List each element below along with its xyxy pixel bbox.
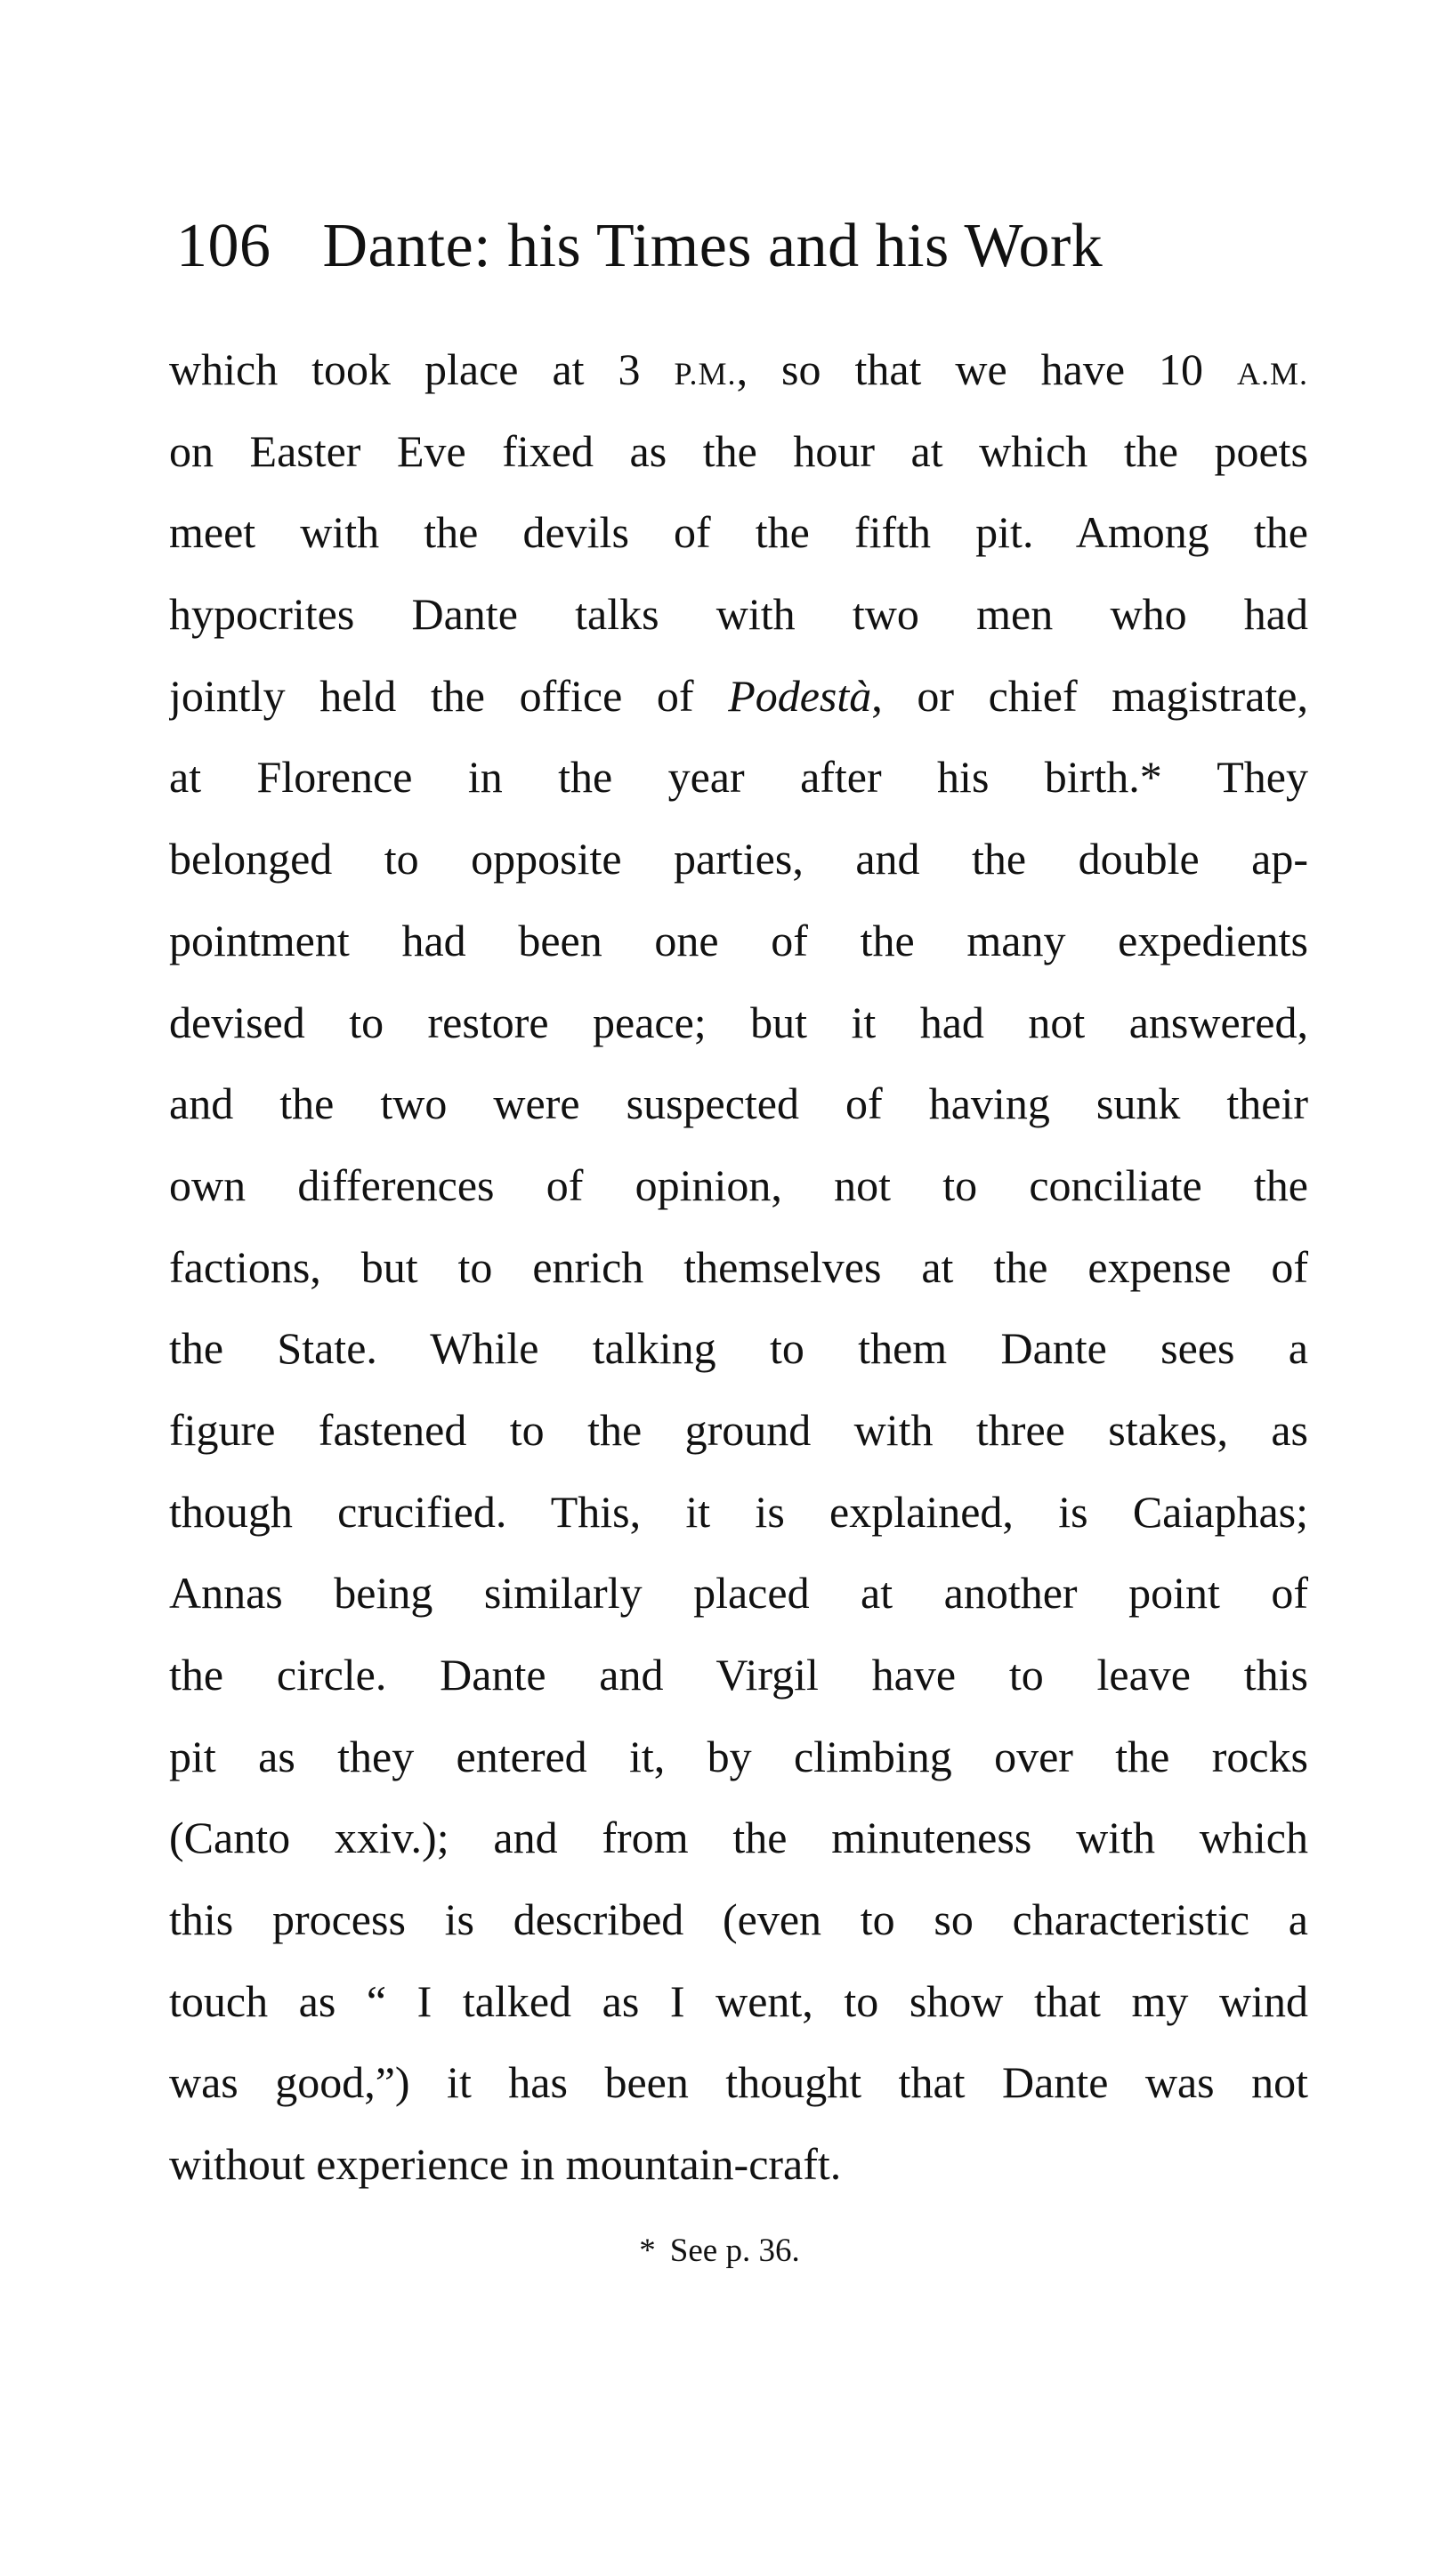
- text-line: (Canto xxiv.); and from the minuteness with which: [169, 1813, 1308, 1863]
- footnote-text: See p. 36.: [669, 2233, 800, 2269]
- text-line: was good,”) it has been thought that Dante was not: [169, 2057, 1308, 2108]
- text-line: at Florence in the year after his birth.* They: [169, 752, 1308, 803]
- footnote: [0, 2226, 1439, 2276]
- text-line: though crucified. This, it is explained, is Caiaphas;: [169, 1486, 1308, 1537]
- text-line: the State. While talking to them Dante sees a: [169, 1323, 1308, 1374]
- text-line: which took place at 3 P.M., so that we have 10 A.M.: [169, 344, 1308, 394]
- text-line: this process is described (even to so characteristic a: [169, 1894, 1308, 1945]
- small-caps-time: P.M.: [674, 356, 737, 392]
- text-line: and the two were suspected of having sunk their: [169, 1078, 1308, 1129]
- italic-term: Podestà: [728, 670, 872, 721]
- small-caps-time: A.M.: [1237, 356, 1308, 392]
- footnote-reference-mark: *: [1139, 752, 1162, 803]
- page-number: 106: [176, 212, 271, 280]
- text-line: pointment had been one of the many expedients: [169, 915, 1308, 965]
- text-line: pit as they entered it, by climbing over the rocks: [169, 1731, 1308, 1781]
- text-line: jointly held the office of Podestà, or chief magistrate,: [169, 670, 1308, 721]
- text-line: figure fastened to the ground with three stakes, as: [169, 1404, 1308, 1455]
- text-line: own differences of opinion, not to conciliate the: [169, 1159, 1308, 1210]
- text-line: Annas being similarly placed at another point of: [169, 1568, 1308, 1619]
- text-line: factions, but to enrich themselves at the expense of: [169, 1241, 1308, 1292]
- body-text: [169, 329, 1308, 2206]
- text-line: the circle. Dante and Virgil have to leave this: [169, 1650, 1308, 1700]
- running-head: [176, 206, 1298, 287]
- text-line: devised to restore peace; but it had not answered,: [169, 997, 1308, 1047]
- text-line: belonged to opposite parties, and the double ap-: [169, 834, 1308, 884]
- text-line: without experience in mountain-craft.: [169, 2139, 842, 2190]
- running-title: Dante: his Times and his Work: [322, 212, 1104, 280]
- text-line: on Easter Eve fixed as the hour at which the poets: [169, 425, 1308, 476]
- footnote-mark: *: [639, 2233, 656, 2269]
- text-line: meet with the devils of the fifth pit. Among the: [169, 507, 1308, 558]
- text-line: hypocrites Dante talks with two men who had: [169, 589, 1308, 640]
- text-line: touch as “ I talked as I went, to show that my wind: [169, 1975, 1308, 2026]
